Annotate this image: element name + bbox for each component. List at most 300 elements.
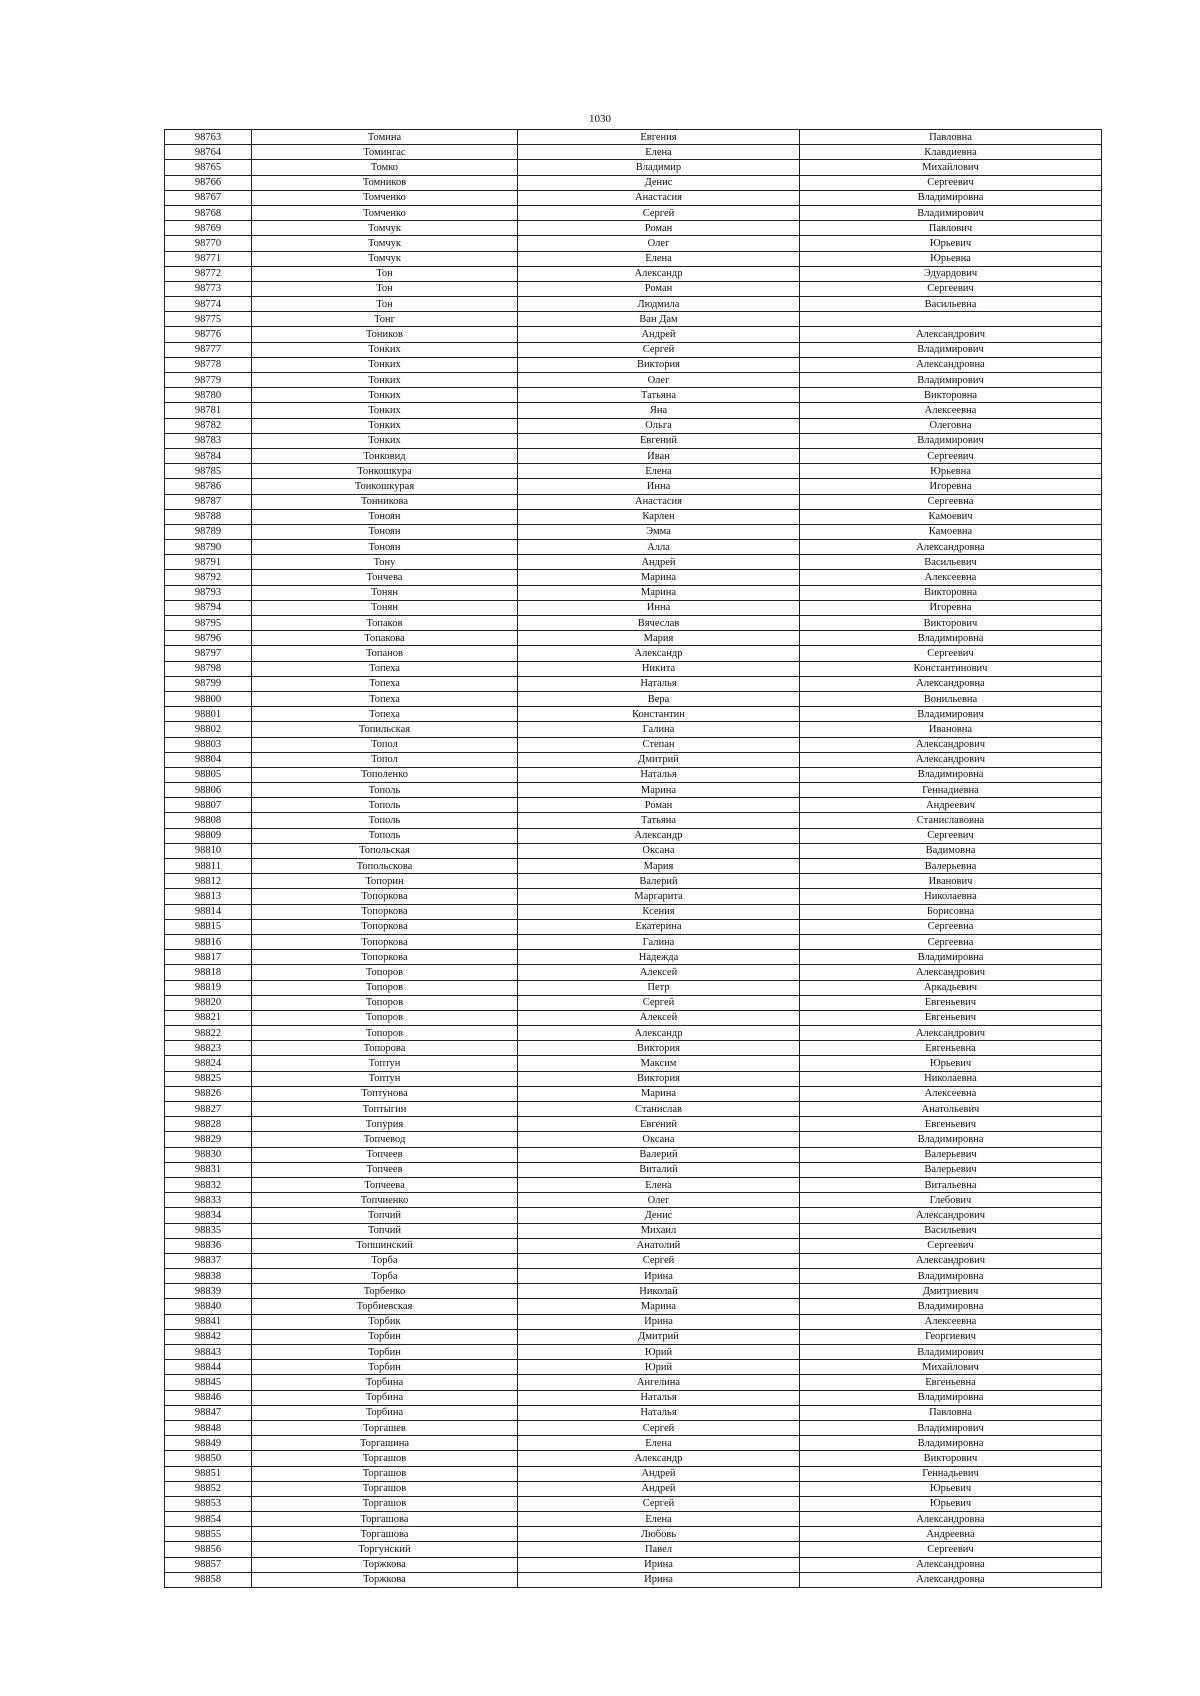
last-name-cell: Топоров	[252, 995, 518, 1010]
first-name-cell: Мария	[518, 631, 800, 646]
patronymic-cell: Игоревна	[800, 600, 1102, 615]
record-number-cell: 98844	[165, 1360, 252, 1375]
patronymic-cell: Алексеевна	[800, 570, 1102, 585]
patronymic-cell: Ивановна	[800, 722, 1102, 737]
last-name-cell: Топчеева	[252, 1177, 518, 1192]
table-row	[165, 737, 1102, 752]
record-number-cell: 98766	[165, 175, 252, 190]
first-name-cell: Сергей	[518, 1253, 800, 1268]
first-name-cell: Анатолий	[518, 1238, 800, 1253]
first-name-cell: Виктория	[518, 1071, 800, 1086]
last-name-cell: Тонг	[252, 312, 518, 327]
table-row	[165, 130, 1102, 145]
record-number-cell: 98798	[165, 661, 252, 676]
first-name-cell: Александр	[518, 828, 800, 843]
patronymic-cell: Викторович	[800, 616, 1102, 631]
patronymic-cell: Юрьевна	[800, 251, 1102, 266]
table-row	[165, 555, 1102, 570]
record-number-cell: 98764	[165, 145, 252, 160]
patronymic-cell: Константинович	[800, 661, 1102, 676]
first-name-cell: Наталья	[518, 767, 800, 782]
record-number-cell: 98802	[165, 722, 252, 737]
last-name-cell: Топол	[252, 752, 518, 767]
last-name-cell: Торгашова	[252, 1512, 518, 1527]
record-number-cell: 98769	[165, 221, 252, 236]
table-row	[165, 1253, 1102, 1268]
last-name-cell: Торгашов	[252, 1451, 518, 1466]
patronymic-cell: Алексеевна	[800, 1314, 1102, 1329]
first-name-cell: Елена	[518, 1512, 800, 1527]
first-name-cell: Татьяна	[518, 388, 800, 403]
record-number-cell: 98785	[165, 464, 252, 479]
last-name-cell: Топеха	[252, 661, 518, 676]
first-name-cell: Александр	[518, 1026, 800, 1041]
last-name-cell: Торгашов	[252, 1496, 518, 1511]
patronymic-cell: Владимирович	[800, 707, 1102, 722]
first-name-cell: Елена	[518, 251, 800, 266]
patronymic-cell: Александрович	[800, 1208, 1102, 1223]
patronymic-cell: Евгеньевна	[800, 1375, 1102, 1390]
table-row	[165, 1390, 1102, 1405]
first-name-cell: Марина	[518, 1086, 800, 1101]
last-name-cell: Топтунова	[252, 1086, 518, 1101]
first-name-cell: Ксения	[518, 904, 800, 919]
last-name-cell: Тополь	[252, 828, 518, 843]
table-row	[165, 342, 1102, 357]
last-name-cell: Топчевод	[252, 1132, 518, 1147]
first-name-cell: Наталья	[518, 1390, 800, 1405]
patronymic-cell: Олеговна	[800, 418, 1102, 433]
record-number-cell: 98772	[165, 266, 252, 281]
first-name-cell: Сергей	[518, 205, 800, 220]
table-row	[165, 1466, 1102, 1481]
patronymic-cell: Александровна	[800, 1512, 1102, 1527]
record-number-cell: 98856	[165, 1542, 252, 1557]
table-row	[165, 722, 1102, 737]
first-name-cell: Мария	[518, 859, 800, 874]
record-number-cell: 98794	[165, 600, 252, 615]
record-number-cell: 98805	[165, 767, 252, 782]
table-row	[165, 357, 1102, 372]
patronymic-cell: Сергеевич	[800, 448, 1102, 463]
patronymic-cell: Владимировна	[800, 1390, 1102, 1405]
last-name-cell: Тону	[252, 555, 518, 570]
patronymic-cell: Юрьевич	[800, 1056, 1102, 1071]
table-row	[165, 798, 1102, 813]
first-name-cell: Вячеслав	[518, 616, 800, 631]
table-row	[165, 843, 1102, 858]
table-row	[165, 904, 1102, 919]
table-row	[165, 1542, 1102, 1557]
record-number-cell: 98820	[165, 995, 252, 1010]
table-row	[165, 676, 1102, 691]
record-number-cell: 98852	[165, 1481, 252, 1496]
patronymic-cell: Викторович	[800, 1451, 1102, 1466]
record-number-cell: 98773	[165, 281, 252, 296]
registry-table	[164, 129, 1102, 1588]
last-name-cell: Томченко	[252, 205, 518, 220]
last-name-cell: Топтун	[252, 1071, 518, 1086]
first-name-cell: Татьяна	[518, 813, 800, 828]
first-name-cell: Валерий	[518, 1147, 800, 1162]
table-row	[165, 1162, 1102, 1177]
patronymic-cell: Владимирович	[800, 342, 1102, 357]
patronymic-cell: Сергеевич	[800, 175, 1102, 190]
record-number-cell: 98840	[165, 1299, 252, 1314]
record-number-cell: 98851	[165, 1466, 252, 1481]
patronymic-cell: Юрьевич	[800, 1496, 1102, 1511]
first-name-cell: Наталья	[518, 676, 800, 691]
first-name-cell: Евгений	[518, 433, 800, 448]
last-name-cell: Торбенко	[252, 1284, 518, 1299]
last-name-cell: Торгашов	[252, 1466, 518, 1481]
first-name-cell: Ирина	[518, 1572, 800, 1587]
patronymic-cell: Павловна	[800, 1405, 1102, 1420]
table-row	[165, 1405, 1102, 1420]
table-row	[165, 1329, 1102, 1344]
last-name-cell: Топчеев	[252, 1162, 518, 1177]
patronymic-cell: Евгеньевич	[800, 1010, 1102, 1025]
table-row	[165, 1238, 1102, 1253]
patronymic-cell: Васильевич	[800, 1223, 1102, 1238]
patronymic-cell: Владимировна	[800, 631, 1102, 646]
table-row	[165, 205, 1102, 220]
record-number-cell: 98836	[165, 1238, 252, 1253]
record-number-cell: 98819	[165, 980, 252, 995]
table-row	[165, 950, 1102, 965]
record-number-cell: 98770	[165, 236, 252, 251]
last-name-cell: Топольская	[252, 843, 518, 858]
last-name-cell: Томчук	[252, 251, 518, 266]
last-name-cell: Топчий	[252, 1208, 518, 1223]
last-name-cell: Топильская	[252, 722, 518, 737]
record-number-cell: 98835	[165, 1223, 252, 1238]
patronymic-cell: Сергеевич	[800, 1238, 1102, 1253]
last-name-cell: Торгашов	[252, 1481, 518, 1496]
first-name-cell: Вера	[518, 691, 800, 706]
first-name-cell: Ирина	[518, 1314, 800, 1329]
patronymic-cell: Сергеевич	[800, 828, 1102, 843]
first-name-cell: Павел	[518, 1542, 800, 1557]
table-row	[165, 221, 1102, 236]
patronymic-cell: Владимировна	[800, 1269, 1102, 1284]
patronymic-cell: Михайлович	[800, 1360, 1102, 1375]
record-number-cell: 98777	[165, 342, 252, 357]
record-number-cell: 98838	[165, 1269, 252, 1284]
patronymic-cell: Васильевна	[800, 297, 1102, 312]
table-row	[165, 494, 1102, 509]
table-row	[165, 251, 1102, 266]
patronymic-cell: Владимирович	[800, 1345, 1102, 1360]
table-row	[165, 388, 1102, 403]
table-row	[165, 1071, 1102, 1086]
patronymic-cell: Валерьевич	[800, 1162, 1102, 1177]
first-name-cell: Юрий	[518, 1345, 800, 1360]
table-row	[165, 373, 1102, 388]
record-number-cell: 98791	[165, 555, 252, 570]
first-name-cell: Любовь	[518, 1527, 800, 1542]
record-number-cell: 98829	[165, 1132, 252, 1147]
record-number-cell: 98850	[165, 1451, 252, 1466]
patronymic-cell: Борисовна	[800, 904, 1102, 919]
record-number-cell: 98848	[165, 1420, 252, 1435]
record-number-cell: 98806	[165, 783, 252, 798]
table-row	[165, 1360, 1102, 1375]
table-row	[165, 403, 1102, 418]
record-number-cell: 98786	[165, 479, 252, 494]
table-row	[165, 1420, 1102, 1435]
table-row	[165, 1572, 1102, 1587]
last-name-cell: Топаков	[252, 616, 518, 631]
last-name-cell: Топоров	[252, 965, 518, 980]
first-name-cell: Инна	[518, 600, 800, 615]
table-row	[165, 1557, 1102, 1572]
first-name-cell: Александр	[518, 266, 800, 281]
last-name-cell: Топурия	[252, 1117, 518, 1132]
record-number-cell: 98857	[165, 1557, 252, 1572]
record-number-cell: 98827	[165, 1102, 252, 1117]
last-name-cell: Торбина	[252, 1390, 518, 1405]
patronymic-cell: Александрович	[800, 327, 1102, 342]
record-number-cell: 98792	[165, 570, 252, 585]
record-number-cell: 98778	[165, 357, 252, 372]
record-number-cell: 98787	[165, 494, 252, 509]
last-name-cell: Торжкова	[252, 1557, 518, 1572]
first-name-cell: Роман	[518, 281, 800, 296]
first-name-cell: Надежда	[518, 950, 800, 965]
patronymic-cell: Владимировна	[800, 1132, 1102, 1147]
patronymic-cell: Сергеевич	[800, 281, 1102, 296]
record-number-cell: 98814	[165, 904, 252, 919]
record-number-cell: 98826	[165, 1086, 252, 1101]
last-name-cell: Торбина	[252, 1405, 518, 1420]
last-name-cell: Тополь	[252, 813, 518, 828]
patronymic-cell: Владимирович	[800, 373, 1102, 388]
last-name-cell: Томингас	[252, 145, 518, 160]
patronymic-cell: Витальевна	[800, 1177, 1102, 1192]
table-row	[165, 934, 1102, 949]
table-row	[165, 1086, 1102, 1101]
last-name-cell: Торгунский	[252, 1542, 518, 1557]
record-number-cell: 98832	[165, 1177, 252, 1192]
patronymic-cell: Камоевна	[800, 524, 1102, 539]
record-number-cell: 98781	[165, 403, 252, 418]
patronymic-cell: Александровна	[800, 1572, 1102, 1587]
patronymic-cell: Васильевич	[800, 555, 1102, 570]
record-number-cell: 98813	[165, 889, 252, 904]
first-name-cell: Андрей	[518, 1481, 800, 1496]
table-row	[165, 312, 1102, 327]
last-name-cell: Торбин	[252, 1360, 518, 1375]
record-number-cell: 98768	[165, 205, 252, 220]
patronymic-cell: Клавдиевна	[800, 145, 1102, 160]
table-row	[165, 190, 1102, 205]
first-name-cell: Сергей	[518, 995, 800, 1010]
record-number-cell: 98818	[165, 965, 252, 980]
first-name-cell: Петр	[518, 980, 800, 995]
last-name-cell: Тонкошкурая	[252, 479, 518, 494]
first-name-cell: Маргарита	[518, 889, 800, 904]
last-name-cell: Тонкошкура	[252, 464, 518, 479]
last-name-cell: Тончева	[252, 570, 518, 585]
patronymic-cell: Дмитриевич	[800, 1284, 1102, 1299]
record-number-cell: 98824	[165, 1056, 252, 1071]
first-name-cell: Ирина	[518, 1269, 800, 1284]
table-row	[165, 479, 1102, 494]
first-name-cell: Елена	[518, 1177, 800, 1192]
first-name-cell: Сергей	[518, 342, 800, 357]
first-name-cell: Андрей	[518, 327, 800, 342]
first-name-cell: Наталья	[518, 1405, 800, 1420]
last-name-cell: Тонких	[252, 357, 518, 372]
patronymic-cell: Николаевна	[800, 1071, 1102, 1086]
table-row	[165, 1314, 1102, 1329]
last-name-cell: Тонян	[252, 600, 518, 615]
table-row	[165, 874, 1102, 889]
table-row	[165, 631, 1102, 646]
last-name-cell: Топоркова	[252, 919, 518, 934]
patronymic-cell: Сергеевна	[800, 494, 1102, 509]
patronymic-cell: Владимирович	[800, 433, 1102, 448]
first-name-cell: Иван	[518, 448, 800, 463]
first-name-cell: Карлен	[518, 509, 800, 524]
first-name-cell: Константин	[518, 707, 800, 722]
last-name-cell: Тонковид	[252, 448, 518, 463]
table-row	[165, 1496, 1102, 1511]
record-number-cell: 98788	[165, 509, 252, 524]
table-row	[165, 540, 1102, 555]
patronymic-cell: Андреевич	[800, 798, 1102, 813]
last-name-cell: Тополь	[252, 783, 518, 798]
patronymic-cell: Вонильевна	[800, 691, 1102, 706]
record-number-cell: 98822	[165, 1026, 252, 1041]
record-number-cell: 98837	[165, 1253, 252, 1268]
last-name-cell: Топорова	[252, 1041, 518, 1056]
last-name-cell: Топакова	[252, 631, 518, 646]
table-row	[165, 1177, 1102, 1192]
table-row	[165, 327, 1102, 342]
record-number-cell: 98845	[165, 1375, 252, 1390]
table-row	[165, 707, 1102, 722]
record-number-cell: 98812	[165, 874, 252, 889]
last-name-cell: Тонких	[252, 373, 518, 388]
table-row	[165, 448, 1102, 463]
record-number-cell: 98841	[165, 1314, 252, 1329]
patronymic-cell: Викторовна	[800, 585, 1102, 600]
patronymic-cell: Сергеевич	[800, 646, 1102, 661]
table-row	[165, 859, 1102, 874]
last-name-cell: Топеха	[252, 691, 518, 706]
first-name-cell: Елена	[518, 464, 800, 479]
first-name-cell: Людмила	[518, 297, 800, 312]
last-name-cell: Топеха	[252, 676, 518, 691]
table-row	[165, 1102, 1102, 1117]
patronymic-cell: Александрович	[800, 1253, 1102, 1268]
last-name-cell: Топанов	[252, 646, 518, 661]
record-number-cell: 98849	[165, 1436, 252, 1451]
first-name-cell: Анастасия	[518, 190, 800, 205]
record-number-cell: 98799	[165, 676, 252, 691]
record-number-cell: 98803	[165, 737, 252, 752]
record-number-cell: 98843	[165, 1345, 252, 1360]
patronymic-cell: Владимировна	[800, 950, 1102, 965]
first-name-cell: Ангелина	[518, 1375, 800, 1390]
first-name-cell: Александр	[518, 1451, 800, 1466]
table-row	[165, 281, 1102, 296]
first-name-cell: Алексей	[518, 965, 800, 980]
patronymic-cell: Глебович	[800, 1193, 1102, 1208]
patronymic-cell: Александровна	[800, 1557, 1102, 1572]
last-name-cell: Тоников	[252, 327, 518, 342]
table-row	[165, 1375, 1102, 1390]
last-name-cell: Торба	[252, 1253, 518, 1268]
table-row	[165, 1481, 1102, 1496]
record-number-cell: 98774	[165, 297, 252, 312]
record-number-cell: 98795	[165, 616, 252, 631]
record-number-cell: 98821	[165, 1010, 252, 1025]
record-number-cell: 98782	[165, 418, 252, 433]
first-name-cell: Сергей	[518, 1496, 800, 1511]
first-name-cell: Роман	[518, 798, 800, 813]
table-row	[165, 1041, 1102, 1056]
registry-body	[165, 130, 1102, 1588]
last-name-cell: Тон	[252, 281, 518, 296]
record-number-cell: 98815	[165, 919, 252, 934]
table-row	[165, 1147, 1102, 1162]
record-number-cell: 98855	[165, 1527, 252, 1542]
last-name-cell: Томченко	[252, 190, 518, 205]
patronymic-cell: Николаевна	[800, 889, 1102, 904]
first-name-cell: Анастасия	[518, 494, 800, 509]
last-name-cell: Торбиевская	[252, 1299, 518, 1314]
record-number-cell: 98846	[165, 1390, 252, 1405]
last-name-cell: Топчиенко	[252, 1193, 518, 1208]
table-row	[165, 1208, 1102, 1223]
record-number-cell: 98842	[165, 1329, 252, 1344]
last-name-cell: Томчук	[252, 236, 518, 251]
record-number-cell: 98796	[165, 631, 252, 646]
last-name-cell: Топшинский	[252, 1238, 518, 1253]
last-name-cell: Торгашова	[252, 1527, 518, 1542]
first-name-cell: Марина	[518, 570, 800, 585]
first-name-cell: Инна	[518, 479, 800, 494]
first-name-cell: Станислав	[518, 1102, 800, 1117]
patronymic-cell: Юрьевна	[800, 464, 1102, 479]
record-number-cell: 98797	[165, 646, 252, 661]
last-name-cell: Тополенко	[252, 767, 518, 782]
patronymic-cell: Аркадьевич	[800, 980, 1102, 995]
first-name-cell: Марина	[518, 783, 800, 798]
table-row	[165, 783, 1102, 798]
patronymic-cell: Иванович	[800, 874, 1102, 889]
table-row	[165, 585, 1102, 600]
page-number: 1030	[589, 113, 611, 125]
record-number-cell: 98833	[165, 1193, 252, 1208]
record-number-cell: 98847	[165, 1405, 252, 1420]
last-name-cell: Топеха	[252, 707, 518, 722]
record-number-cell: 98793	[165, 585, 252, 600]
record-number-cell: 98825	[165, 1071, 252, 1086]
first-name-cell: Эмма	[518, 524, 800, 539]
table-row	[165, 767, 1102, 782]
table-row	[165, 433, 1102, 448]
table-row	[165, 646, 1102, 661]
last-name-cell: Томчук	[252, 221, 518, 236]
last-name-cell: Топольскова	[252, 859, 518, 874]
table-row	[165, 509, 1102, 524]
patronymic-cell: Владимирович	[800, 1420, 1102, 1435]
patronymic-cell: Станиславовна	[800, 813, 1102, 828]
